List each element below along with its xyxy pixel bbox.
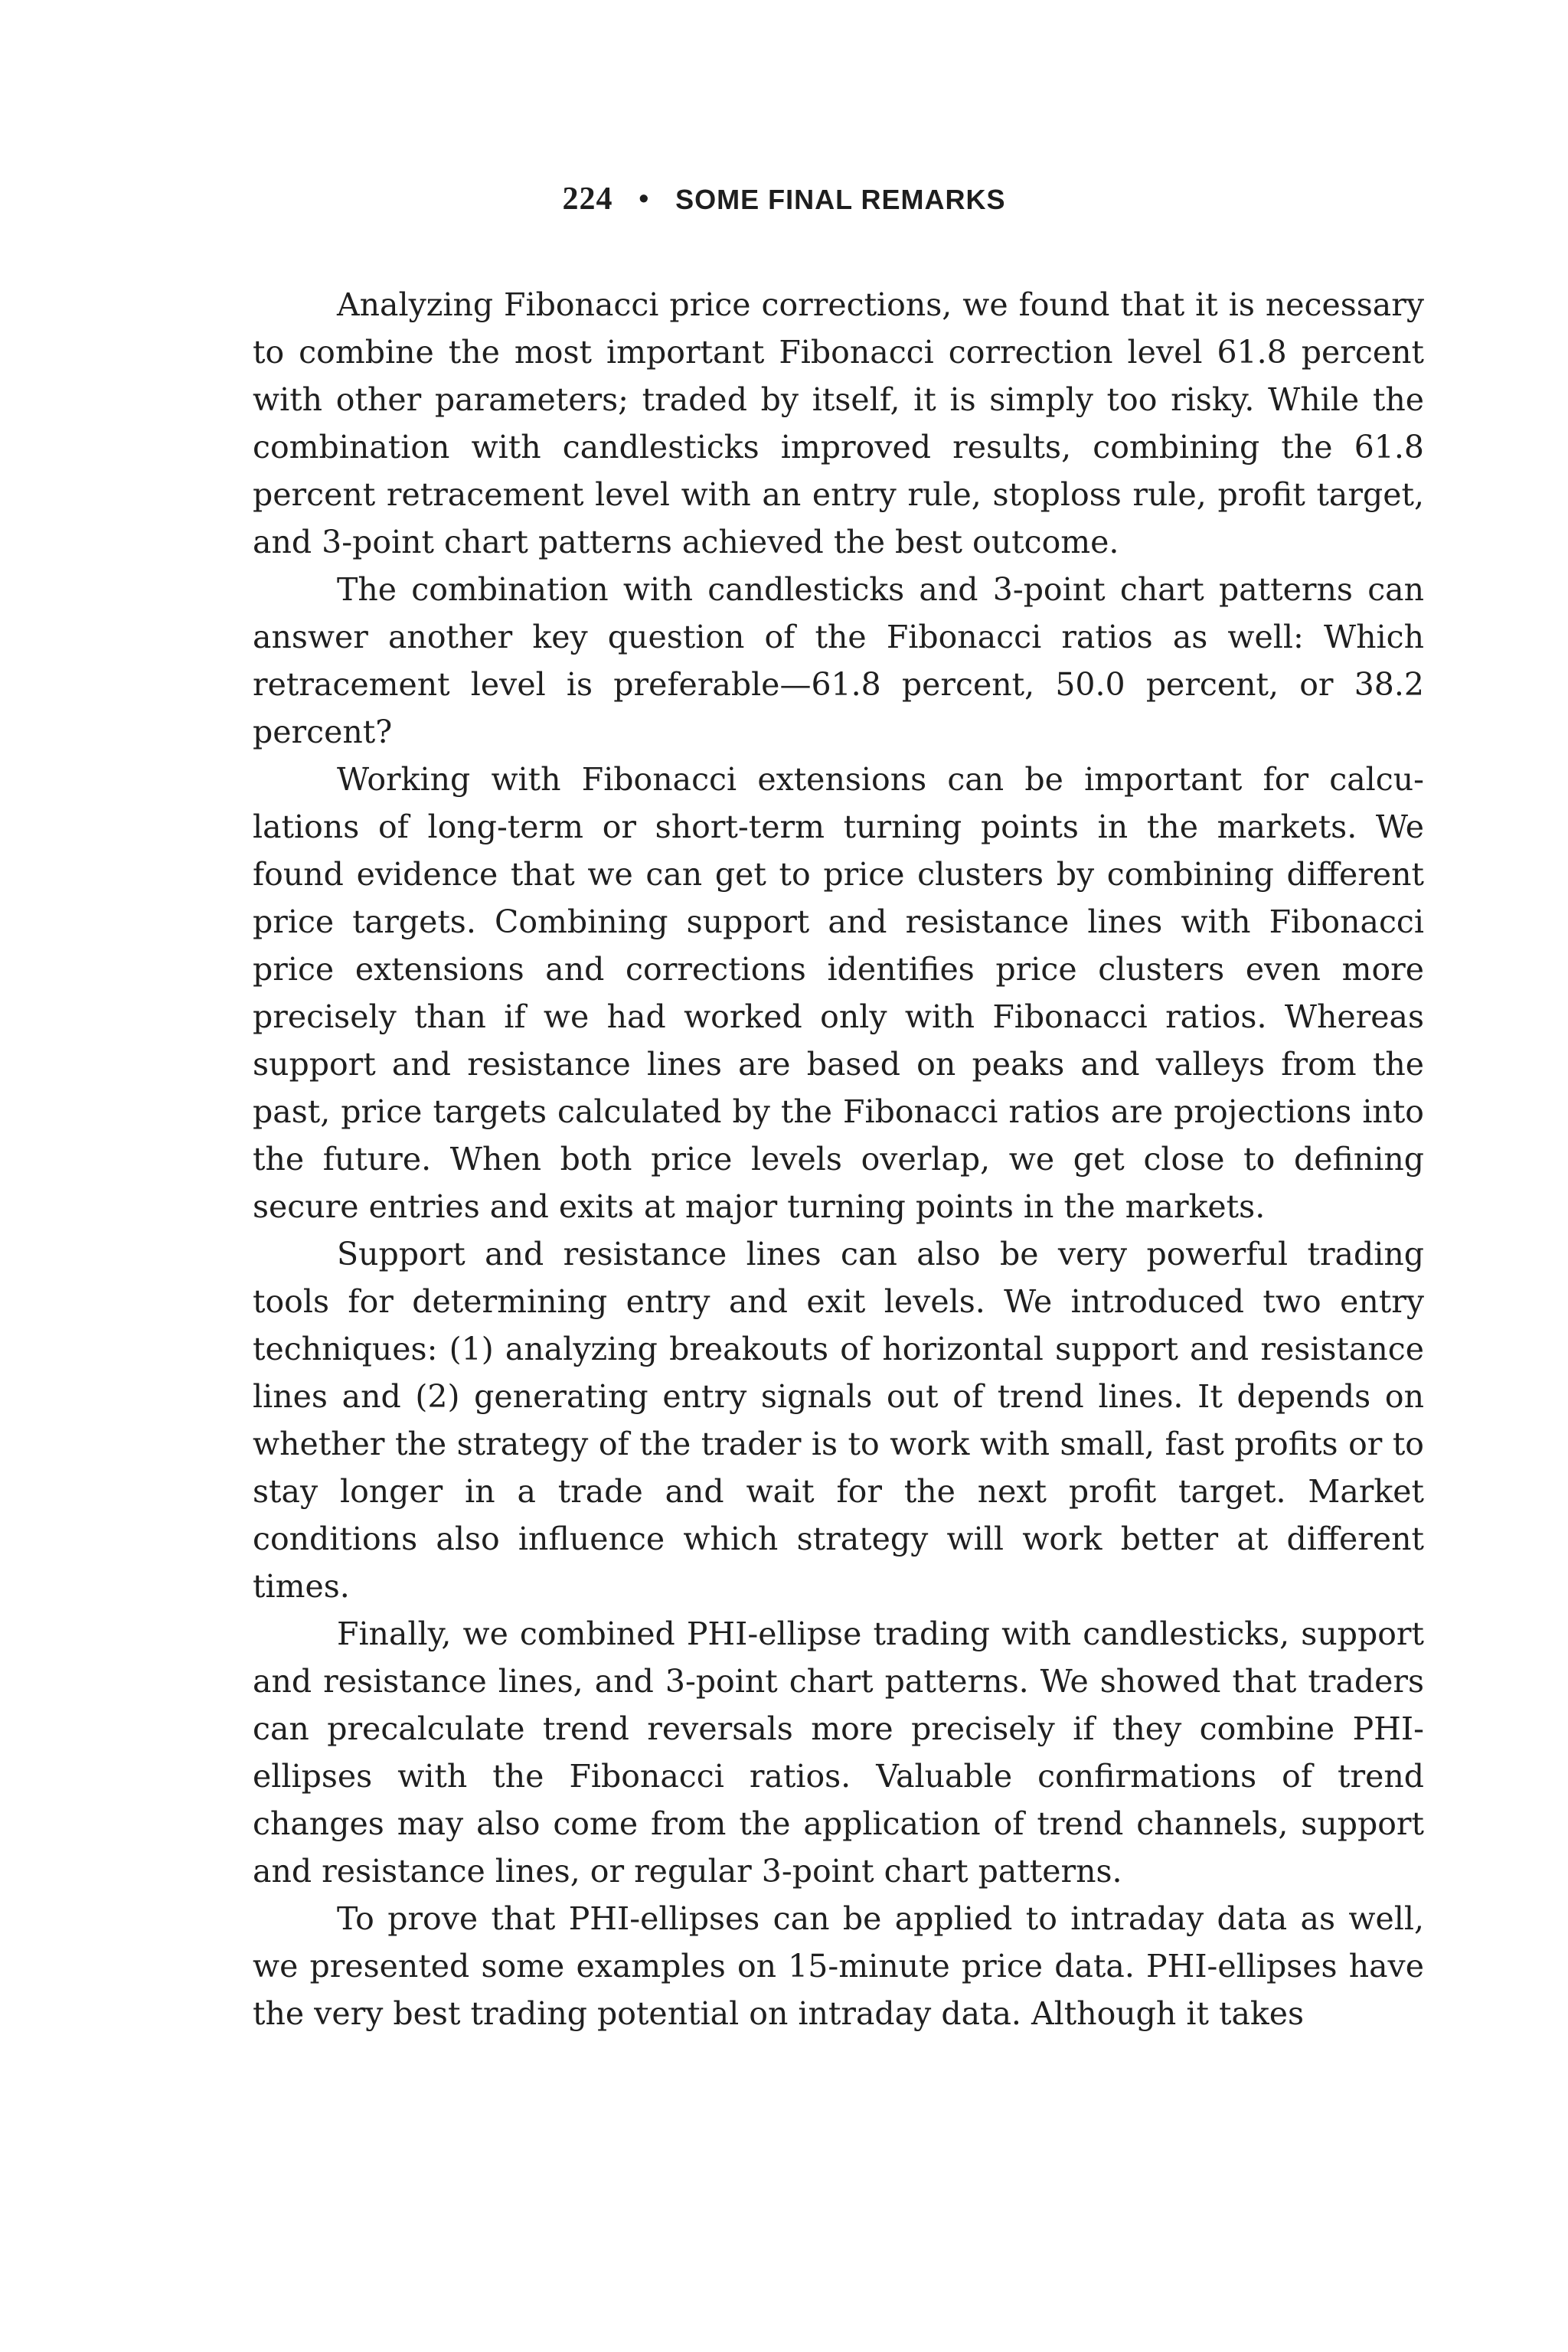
paragraph-intraday-data: To prove that PHI-ellipses can be applied to intraday data as well, we presented some examples on 15-minute price data. PHI-ellipses have the very best trading potential on intraday data. Although it takes [253,1900,1424,2032]
paragraph-fibonacci-extensions: Working with Fibonacci extensions can be important for calculations of long-term or short-term turning points in the markets. We found evidence that we can get to price clusters by combining different price targets. Combining support and resistance lines with Fibonacci price extensions and corrections identifies price clusters even more precisely than if we had worked only with Fibonacci ratios. Whereas support and resistance lines are based on peaks and valleys from the past, price targets calculated by the Fibonacci ratios are projections into the future. When both price levels overlap, we get close to defining secure entries and exits at major turning points in the markets. [253,761,1424,1225]
section-title: SOME FINAL REMARKS [675,184,1006,215]
paragraph-support-resistance: Support and resistance lines can also be very powerful trading tools for determining entry and exit levels. We introduced two entry techniques: (1) analyzing breakouts of horizontal support and resistance lines and (2) generating entry signals out of trend lines. It depends on whether the strategy of the trader is to work with small, fast profits or to stay longer in a trade and wait for the next profit target. Market conditions also influence which strategy will work better at different times. [253,1236,1424,1605]
bullet-separator-icon: • [639,182,650,214]
paragraph-retracement-question: The combination with candlesticks and 3-point chart patterns can answer another key question of the Fibonacci ratios as well: Which retracement level is preferable—61.8 percent, 50.0 percent, or 38.2 percent? [253,571,1424,750]
paragraph-fibonacci-corrections: Analyzing Fibonacci price corrections, we found that it is necessary to combine the most important Fibonacci correction level 61.8 percent with other parameters; traded by itself, it is simply too risky. While the combination with candlesticks improved results, combining the 61.8 percent retracement level with an entry rule, stoploss rule, profit target, and 3-point chart patterns achieved the best outcome. [253,286,1424,560]
running-head [0,181,1568,217]
body-text [253,281,1424,2037]
page-number: 224 [562,181,613,217]
paragraph-phi-ellipse-trading: Finally, we combined PHI-ellipse trading with candlesticks, support and resistance lines, and 3-point chart patterns. We showed that traders can precalculate trend reversals more precisely if they combine PHI-ellipses with the Fibonacci ratios. Valuable confirmations of trend changes may also come from the application of trend channels, support and resistance lines, or regular 3-point chart patterns. [253,1615,1424,1890]
